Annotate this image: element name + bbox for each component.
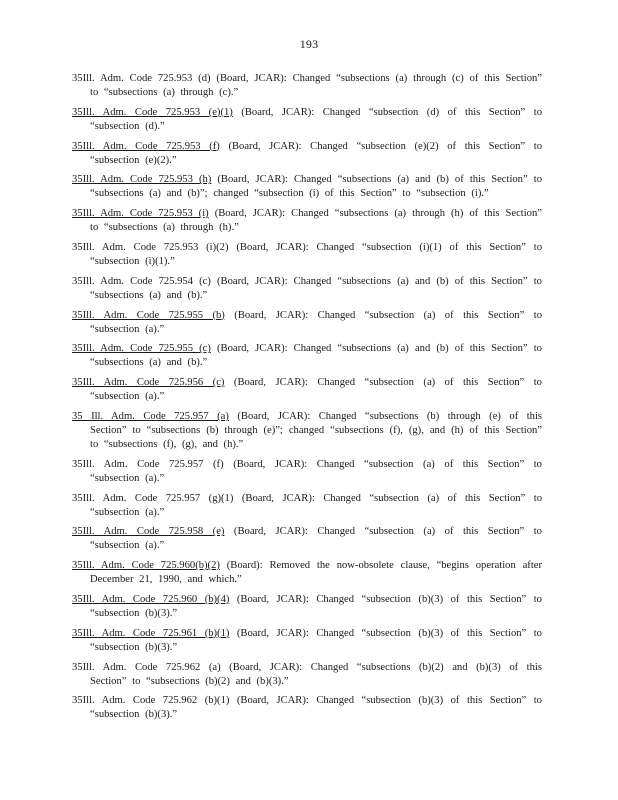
amendment-description: (Board, JCAR): Changed “subsection (i)(1) of this Section” to “subsection (i)(1).” (90, 241, 542, 267)
amendment-description: (Board, JCAR): Changed “subsection (e)(2) of this Section” to “subsection (e)(2).” (90, 140, 542, 166)
amendment-entry (72, 661, 542, 689)
amendment-entry (72, 376, 542, 404)
amendment-description: (Board, JCAR): Changed “subsection (d) of this Section” to “subsection (d).” (90, 106, 542, 132)
amendment-entry (72, 342, 542, 370)
amendment-entry (72, 207, 542, 235)
code-citation: 35Ill. Adm. Code 725.955 (c) (72, 343, 211, 355)
amendment-entry (72, 241, 542, 269)
code-citation: 35 Ill. Adm. Code 725.957 (a) (72, 410, 229, 422)
code-citation: 35Ill. Adm. Code 725.953 (e)(1) (72, 106, 233, 118)
code-citation: 35Ill. Adm. Code 725.957 (g)(1) (72, 492, 234, 504)
code-citation: 35Ill. Adm. Code 725.953 (d) (72, 73, 211, 84)
amendment-entry (72, 458, 542, 486)
amendment-description: (Board, JCAR): Changed “subsections (a) and (b) of this Section” to “subsections (a) and (b)”; changed “subsection (i) of this Section” to “subsection (i).” (90, 174, 542, 200)
amendment-entry (72, 106, 542, 134)
code-citation: 35Ill. Adm. Code 725.960(b)(2) (72, 560, 220, 572)
amendment-entry (72, 275, 542, 303)
amendment-description: (Board, JCAR): Changed “subsections (a) and (b) of this Section” to “subsections (a) and (b).” (90, 343, 542, 369)
code-citation: 35Ill. Adm. Code 725.962 (b)(1) (72, 695, 230, 707)
amendment-description: (Board, JCAR): Changed “subsection (a) of this Section” to “subsection (a).” (90, 309, 542, 335)
amendment-description: (Board, JCAR): Changed “subsection (b)(3) of this Section” to “subsection (b)(3).” (90, 593, 542, 619)
amendment-description: (Board, JCAR): Changed “subsections (b) through (e) of this Section” to “subsections (b) through (e)”; changed “subsections (f), (g), and (h) of this Section” to “subsections (f), (g), and (h).” (90, 410, 543, 450)
code-citation: 35Ill. Adm. Code 725.953 (i) (72, 208, 209, 220)
page-number: 193 (299, 37, 319, 51)
code-citation: 35Ill. Adm. Code 725.962 (a) (72, 661, 221, 673)
code-citation: 35Ill. Adm. Code 725.953 (i)(2) (72, 241, 229, 253)
amendment-description: (Board, JCAR): Changed “subsections (b)(2) and (b)(3) of this Section” to “subsections (b)(2) and (b)(3).” (90, 661, 542, 687)
amendment-description: (Board, JCAR): Changed “subsection (a) of this Section” to “subsection (a).” (90, 526, 542, 552)
amendment-entry (72, 72, 542, 100)
code-citation: 35Ill. Adm. Code 725.956 (c) (72, 377, 225, 389)
code-citation: 35Ill. Adm. Code 725.958 (e) (72, 526, 225, 538)
amendment-description: (Board, JCAR): Changed “subsection (a) of this Section” to “subsection (a).” (90, 492, 542, 518)
amendment-description: (Board, JCAR): Changed “subsection (a) of this Section” to “subsection (a).” (90, 458, 542, 484)
code-citation: 35Ill. Adm. Code 725.954 (c) (72, 275, 211, 287)
amendment-description: (Board, JCAR): Changed “subsections (a) through (c) of this Section” to “subsections (a) through (c).” (90, 73, 542, 98)
amendment-entry (72, 559, 542, 587)
amendment-entry (72, 410, 542, 452)
amendment-entry (72, 309, 542, 337)
amendment-entry (72, 525, 542, 553)
code-citation: 35Ill. Adm. Code 725.960 (b)(4) (72, 593, 230, 605)
amendment-entry (72, 627, 542, 655)
code-citation: 35Ill. Adm. Code 725.957 (f) (72, 458, 224, 470)
code-citation: 35Ill. Adm. Code 725.955 (b) (72, 309, 225, 321)
amendment-entry (72, 492, 542, 520)
amendment-list (72, 72, 542, 728)
code-citation: 35Ill. Adm. Code 725.953 (f) (72, 140, 220, 152)
code-citation: 35Ill. Adm. Code 725.953 (h) (72, 174, 212, 186)
amendment-description: (Board): Removed the now-obsolete clause, “begins operation after December 21, 1990, and which.” (90, 560, 543, 586)
amendment-entry (72, 694, 542, 722)
amendment-description: (Board, JCAR): Changed “subsection (b)(3) of this Section” to “subsection (b)(3).” (90, 627, 542, 653)
amendment-entry (72, 140, 542, 168)
amendment-entry (72, 593, 542, 621)
amendment-description: (Board, JCAR): Changed “subsection (a) of this Section” to “subsection (a).” (90, 377, 542, 403)
amendment-description: (Board, JCAR): Changed “subsections (a) through (h) of this Section” to “subsections (a) through (h).” (90, 208, 542, 234)
amendment-description: (Board, JCAR): Changed “subsections (a) and (b) of this Section” to “subsections (a) and (b).” (90, 275, 542, 301)
amendment-entry (72, 173, 542, 201)
code-citation: 35Ill. Adm. Code 725.961 (b)(1) (72, 627, 230, 639)
amendment-description: (Board, JCAR): Changed “subsection (b)(3) of this Section” to “subsection (b)(3).” (90, 695, 542, 721)
